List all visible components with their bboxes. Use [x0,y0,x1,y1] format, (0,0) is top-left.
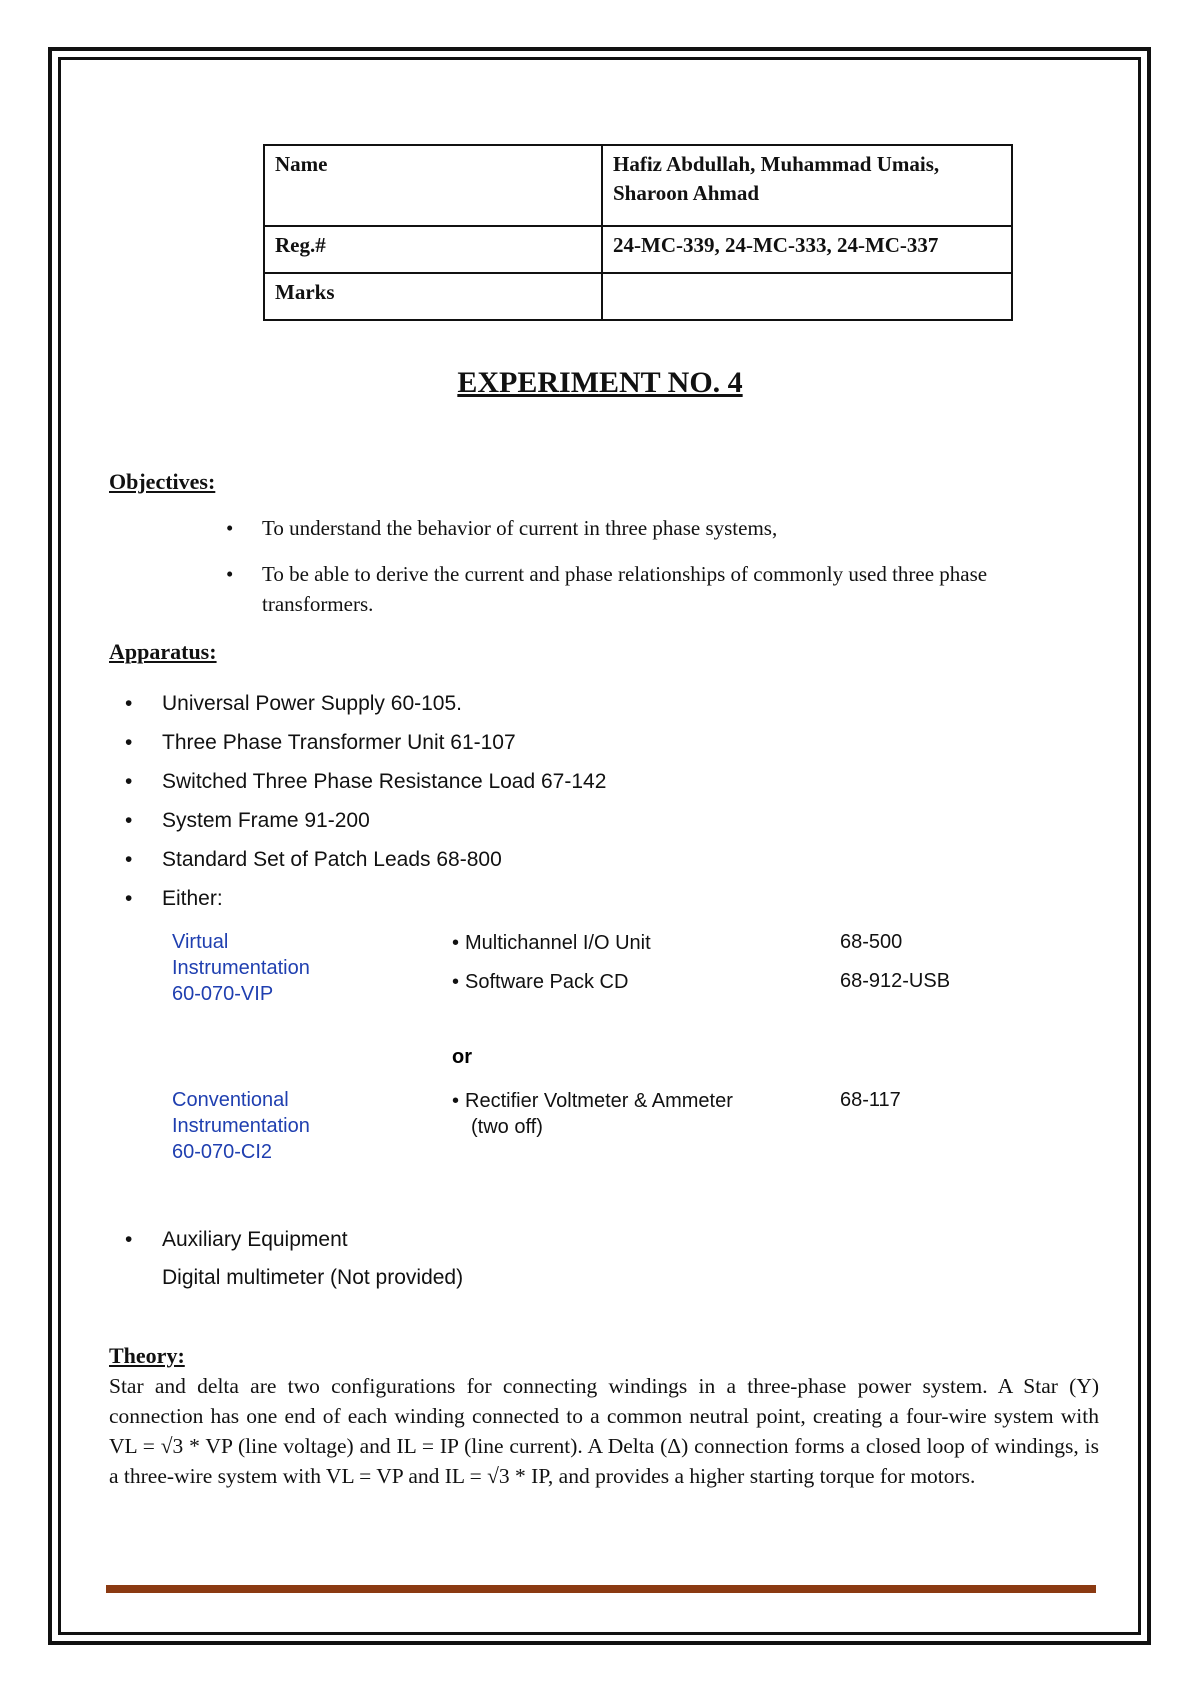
list-item [125,806,606,845]
reg-value: 24-MC-339, 24-MC-333, 24-MC-337 [602,226,1012,273]
auxiliary-equipment [125,1225,463,1293]
virtual-item-label: Multichannel I/O Unit [465,932,651,954]
conventional-item [452,1088,733,1140]
conventional-line: Instrumentation [172,1115,310,1137]
virtual-item-code: 68-500 [840,931,903,953]
conventional-item-code: 68-117 [840,1089,901,1111]
marks-label: Marks [264,273,602,320]
conventional-item-line1: Rectifier Voltmeter & Ammeter [465,1090,733,1112]
table-row-reg [264,226,1012,273]
bullet-icon: • [452,1090,460,1112]
footer-divider [106,1585,1096,1593]
list-item [125,845,606,884]
apparatus-text: Switched Three Phase Resistance Load 67-142 [162,770,607,793]
virtual-line: 60-070-VIP [172,983,274,1005]
auxiliary-detail: Digital multimeter (Not provided) [162,1266,464,1289]
list-item [223,513,1083,543]
list-item [125,767,606,806]
name-value [602,145,1012,226]
or-label: or [452,1046,472,1068]
name-label: Name [264,145,602,226]
conventional-line: Conventional [172,1089,289,1111]
virtual-item-label: Software Pack CD [465,971,629,993]
marks-value [602,273,1012,320]
bullet-icon: • [125,692,133,715]
virtual-instrumentation-label [172,929,310,1007]
bullet-icon: • [226,516,234,540]
name-value-line2: Sharoon Ahmad [613,181,760,205]
objective-text: To understand the behavior of current in three phase systems, [262,516,778,540]
list-item [223,559,1083,619]
bullet-icon: • [125,809,133,832]
apparatus-text: Universal Power Supply 60-105. [162,692,462,715]
bullet-icon: • [125,887,133,910]
objective-text: To be able to derive the current and phase relationships of commonly used three phase transformers. [262,562,988,616]
theory-heading: Theory: [109,1343,185,1368]
bullet-icon: • [125,770,133,793]
apparatus-list [125,689,606,923]
theory-paragraph: Star and delta are two configurations for connecting windings in a three-phase power system. A Star (Y) connection has one end of each winding connected to a common neutral point, creating a four-wire system with VL = √3 * VP (line voltage) and IL = IP (line current). A Delta (Δ) connection forms a closed loop of windings, is a three-wire system with VL = VP and IL = √3 * IP, and provides a higher starting torque for motors. [109,1374,1099,1488]
virtual-item-2 [452,969,628,995]
apparatus-text: Standard Set of Patch Leads 68-800 [162,848,502,871]
table-row-name [264,145,1012,226]
apparatus-text: Either: [162,887,223,910]
bullet-icon: • [125,848,133,871]
virtual-line: Virtual [172,931,229,953]
bullet-icon: • [452,932,460,954]
apparatus-heading: Apparatus: [109,639,217,664]
list-item [125,689,606,728]
auxiliary-label: Auxiliary Equipment [162,1228,348,1251]
bullet-icon: • [452,971,460,993]
virtual-item-code: 68-912-USB [840,970,951,992]
bullet-icon: • [226,562,234,586]
conventional-instrumentation-label [172,1087,310,1165]
conventional-line: 60-070-CI2 [172,1141,273,1163]
virtual-line: Instrumentation [172,957,310,979]
apparatus-text: System Frame 91-200 [162,809,370,832]
list-item [125,1225,463,1255]
page-title: EXPERIMENT NO. 4 [457,366,743,399]
name-value-line1: Hafiz Abdullah, Muhammad Umais, [613,152,940,176]
objectives-list [223,513,1083,635]
bullet-icon: • [125,1228,133,1251]
virtual-item-1 [452,930,651,956]
bullet-icon: • [125,731,133,754]
objectives-heading: Objectives: [109,469,216,494]
table-row-marks [264,273,1012,320]
conventional-item-line2: (two off) [471,1116,543,1138]
apparatus-text: Three Phase Transformer Unit 61-107 [162,731,516,754]
reg-label: Reg.# [264,226,602,273]
list-item [125,728,606,767]
student-info-table [263,144,1013,321]
list-item [125,884,606,923]
